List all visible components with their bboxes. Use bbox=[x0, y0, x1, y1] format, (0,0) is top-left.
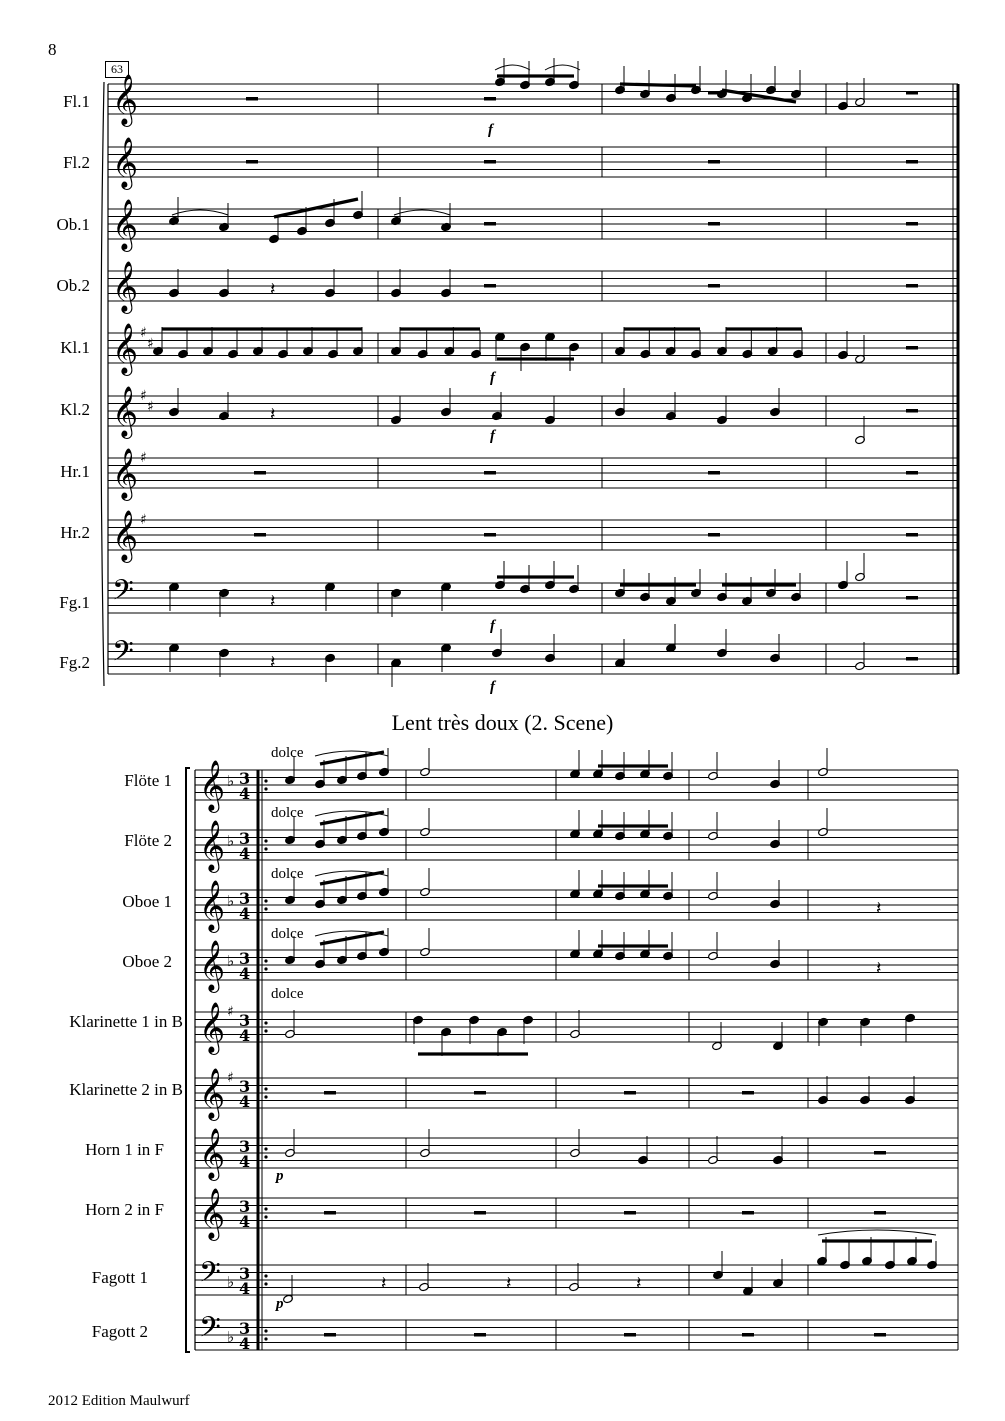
whole-rest bbox=[742, 1091, 754, 1095]
note-beam bbox=[620, 84, 696, 86]
flat-icon: ♭ bbox=[227, 832, 235, 850]
whole-rest bbox=[254, 471, 266, 475]
whole-rest bbox=[906, 471, 918, 475]
sharp-icon: ♯ bbox=[140, 325, 147, 341]
whole-rest bbox=[484, 222, 496, 226]
repeat-dot bbox=[264, 1095, 267, 1098]
instrument-label-fl1: Fl.1 bbox=[63, 92, 90, 111]
sharp-icon: ♯ bbox=[227, 1070, 234, 1086]
instrument-label-floete2: Flöte 2 bbox=[124, 831, 172, 850]
time-signature-bottom: 4 bbox=[239, 1279, 251, 1298]
whole-rest bbox=[474, 1333, 486, 1337]
instrument-label-klarinette2: Klarinette 2 in B bbox=[69, 1080, 183, 1099]
quarter-rest-icon: 𝄽 bbox=[270, 591, 276, 612]
time-signature-bottom: 4 bbox=[239, 964, 251, 983]
instrument-label-ob1: Ob.1 bbox=[56, 215, 90, 234]
repeat-dot bbox=[264, 899, 267, 902]
whole-rest bbox=[874, 1151, 886, 1155]
instrument-label-klarinette1: Klarinette 1 in B bbox=[69, 1012, 183, 1031]
time-signature-bottom: 4 bbox=[239, 1092, 251, 1111]
treble-clef-icon: 𝄞 bbox=[199, 1128, 226, 1179]
time-signature-bottom: 4 bbox=[239, 784, 251, 803]
instrument-label-hr1: Hr.1 bbox=[60, 462, 90, 481]
footer-publisher: 2012 Edition Maulwurf bbox=[48, 1393, 190, 1409]
expression-dolce: dolce bbox=[271, 986, 304, 1002]
repeat-dot bbox=[264, 1155, 267, 1158]
instrument-label-fagott1: Fagott 1 bbox=[91, 1268, 148, 1287]
whole-rest bbox=[624, 1333, 636, 1337]
sharp-icon: ♯ bbox=[140, 512, 147, 528]
whole-rest bbox=[624, 1211, 636, 1215]
whole-rest bbox=[874, 1211, 886, 1215]
repeat-dot bbox=[264, 779, 267, 782]
whole-rest bbox=[906, 284, 918, 288]
whole-rest bbox=[906, 346, 918, 350]
repeat-dot bbox=[264, 787, 267, 790]
instrument-label-oboe2: Oboe 2 bbox=[122, 952, 172, 971]
whole-rest bbox=[906, 657, 918, 661]
repeat-dot bbox=[264, 847, 267, 850]
system-bracket bbox=[186, 768, 190, 1352]
whole-rest bbox=[246, 97, 258, 101]
instrument-label-floete1: Flöte 1 bbox=[124, 771, 172, 790]
dynamic-forte: f bbox=[490, 428, 495, 444]
note-beam bbox=[320, 752, 384, 764]
slur bbox=[545, 65, 580, 70]
time-signature-top: 3 bbox=[239, 1264, 251, 1283]
slur bbox=[495, 65, 530, 70]
instrument-label-fg2: Fg.2 bbox=[59, 653, 90, 672]
whole-rest bbox=[324, 1211, 336, 1215]
sharp-icon: ♯ bbox=[227, 1004, 234, 1020]
time-signature-top: 3 bbox=[239, 889, 251, 908]
time-signature-top: 3 bbox=[239, 1077, 251, 1096]
whole-rest bbox=[484, 533, 496, 537]
sharp-icon: ♯ bbox=[147, 336, 154, 352]
expression-dolce: dolce bbox=[271, 745, 304, 761]
whole-rest bbox=[742, 1211, 754, 1215]
whole-rest bbox=[708, 533, 720, 537]
quarter-rest-icon: 𝄽 bbox=[636, 1273, 642, 1294]
whole-rest bbox=[324, 1333, 336, 1337]
section-title: Lent très doux (2. Scene) bbox=[391, 710, 614, 735]
whole-rest bbox=[874, 1333, 886, 1337]
time-signature-top: 3 bbox=[239, 949, 251, 968]
flat-icon: ♭ bbox=[227, 772, 235, 790]
time-signature-top: 3 bbox=[239, 829, 251, 848]
repeat-dot bbox=[264, 1337, 267, 1340]
instrument-label-ob2: Ob.2 bbox=[56, 276, 90, 295]
quarter-rest-icon: 𝄽 bbox=[506, 1273, 512, 1294]
instrument-label-kl2: Kl.2 bbox=[60, 400, 90, 419]
time-signature-bottom: 4 bbox=[239, 1334, 251, 1353]
sharp-icon: ♯ bbox=[147, 399, 154, 415]
whole-rest bbox=[708, 160, 720, 164]
whole-rest bbox=[906, 409, 918, 413]
repeat-dot bbox=[264, 1274, 267, 1277]
time-signature-top: 3 bbox=[239, 1011, 251, 1030]
time-signature-bottom: 4 bbox=[239, 1026, 251, 1045]
instrument-label-kl1: Kl.1 bbox=[60, 338, 90, 357]
dynamic-piano: p bbox=[276, 1296, 284, 1312]
instrument-label-horn1: Horn 1 in F bbox=[85, 1140, 164, 1159]
treble-clef-icon: 𝄞 bbox=[199, 1068, 226, 1119]
dynamic-forte: f bbox=[490, 618, 495, 634]
time-signature-bottom: 4 bbox=[239, 904, 251, 923]
treble-clef-icon: 𝄞 bbox=[112, 386, 139, 437]
instrument-label-oboe1: Oboe 1 bbox=[122, 892, 172, 911]
dynamic-forte: f bbox=[488, 122, 493, 138]
slur bbox=[818, 1230, 936, 1235]
flat-icon: ♭ bbox=[227, 1328, 235, 1346]
whole-rest bbox=[906, 160, 918, 164]
time-signature-top: 3 bbox=[239, 1319, 251, 1338]
quarter-rest-icon: 𝄽 bbox=[876, 898, 882, 919]
instrument-label-hr2: Hr.2 bbox=[60, 523, 90, 542]
repeat-dot bbox=[264, 1282, 267, 1285]
time-signature-top: 3 bbox=[239, 1197, 251, 1216]
treble-clef-icon: 𝄞 bbox=[112, 510, 139, 561]
expression-dolce: dolce bbox=[271, 926, 304, 942]
bass-clef-icon: 𝄢 bbox=[112, 635, 134, 675]
time-signature-top: 3 bbox=[239, 769, 251, 788]
sharp-icon: ♯ bbox=[140, 450, 147, 466]
treble-clef-icon: 𝄞 bbox=[199, 880, 226, 931]
repeat-dot bbox=[264, 839, 267, 842]
instrument-label-fg1: Fg.1 bbox=[59, 593, 90, 612]
whole-rest bbox=[906, 91, 918, 95]
slur bbox=[394, 210, 450, 215]
quarter-rest-icon: 𝄽 bbox=[381, 1273, 387, 1294]
quarter-rest-icon: 𝄽 bbox=[270, 404, 276, 425]
treble-clef-icon: 𝄞 bbox=[199, 940, 226, 991]
treble-clef-icon: 𝄞 bbox=[112, 323, 139, 374]
bass-clef-icon: 𝄢 bbox=[199, 1256, 221, 1296]
rehearsal-mark: 63 bbox=[105, 61, 129, 78]
whole-rest bbox=[474, 1091, 486, 1095]
flat-icon: ♭ bbox=[227, 1273, 235, 1291]
instrument-label-horn2: Horn 2 in F bbox=[85, 1200, 164, 1219]
treble-clef-icon: 𝄞 bbox=[112, 74, 139, 125]
repeat-dot bbox=[264, 1087, 267, 1090]
whole-rest bbox=[324, 1091, 336, 1095]
flat-icon: ♭ bbox=[227, 952, 235, 970]
quarter-rest-icon: 𝄽 bbox=[270, 652, 276, 673]
bass-clef-icon: 𝄢 bbox=[199, 1311, 221, 1351]
whole-rest bbox=[742, 1333, 754, 1337]
treble-clef-icon: 𝄞 bbox=[199, 1002, 226, 1053]
instrument-label-fagott2: Fagott 2 bbox=[91, 1322, 148, 1341]
treble-clef-icon: 𝄞 bbox=[112, 137, 139, 188]
note-beam bbox=[274, 199, 358, 217]
time-signature-bottom: 4 bbox=[239, 1212, 251, 1231]
expression-dolce: dolce bbox=[271, 866, 304, 882]
slur bbox=[172, 210, 228, 215]
whole-rest bbox=[484, 160, 496, 164]
whole-rest bbox=[906, 533, 918, 537]
treble-clef-icon: 𝄞 bbox=[112, 199, 139, 250]
time-signature-bottom: 4 bbox=[239, 844, 251, 863]
dynamic-forte: f bbox=[490, 679, 495, 695]
sharp-icon: ♯ bbox=[140, 388, 147, 404]
dynamic-piano: p bbox=[276, 1168, 284, 1184]
whole-rest bbox=[624, 1091, 636, 1095]
repeat-dot bbox=[264, 959, 267, 962]
whole-rest bbox=[246, 160, 258, 164]
repeat-dot bbox=[264, 967, 267, 970]
page-number: 8 bbox=[48, 40, 57, 59]
repeat-dot bbox=[264, 1329, 267, 1332]
time-signature-top: 3 bbox=[239, 1137, 251, 1156]
treble-clef-icon: 𝄞 bbox=[112, 448, 139, 499]
system-1-staves bbox=[101, 74, 958, 686]
quarter-rest-icon: 𝄽 bbox=[270, 279, 276, 300]
whole-rest bbox=[708, 222, 720, 226]
whole-rest bbox=[484, 284, 496, 288]
whole-rest bbox=[484, 97, 496, 101]
whole-rest bbox=[708, 284, 720, 288]
note-beam bbox=[320, 812, 384, 824]
whole-rest bbox=[708, 471, 720, 475]
expression-dolce: dolce bbox=[271, 805, 304, 821]
time-signature-bottom: 4 bbox=[239, 1152, 251, 1171]
dynamic-forte: f bbox=[490, 370, 495, 386]
repeat-dot bbox=[264, 1029, 267, 1032]
treble-clef-icon: 𝄞 bbox=[199, 760, 226, 811]
system-bracket bbox=[101, 82, 104, 686]
quarter-rest-icon: 𝄽 bbox=[876, 958, 882, 979]
instrument-label-fl2: Fl.2 bbox=[63, 153, 90, 172]
flat-icon: ♭ bbox=[227, 892, 235, 910]
whole-rest bbox=[906, 596, 918, 600]
bass-clef-icon: 𝄢 bbox=[112, 574, 134, 614]
whole-rest bbox=[484, 471, 496, 475]
repeat-dot bbox=[264, 907, 267, 910]
note-beam bbox=[320, 872, 384, 884]
repeat-dot bbox=[264, 1147, 267, 1150]
repeat-dot bbox=[264, 1215, 267, 1218]
repeat-dot bbox=[264, 1021, 267, 1024]
whole-rest bbox=[474, 1211, 486, 1215]
treble-clef-icon: 𝄞 bbox=[112, 261, 139, 312]
repeat-dot bbox=[264, 1207, 267, 1210]
treble-clef-icon: 𝄞 bbox=[199, 1188, 226, 1239]
notes-layer bbox=[153, 58, 938, 1337]
treble-clef-icon: 𝄞 bbox=[199, 820, 226, 871]
whole-rest bbox=[254, 533, 266, 537]
note-beam bbox=[320, 932, 384, 944]
whole-rest bbox=[906, 222, 918, 226]
